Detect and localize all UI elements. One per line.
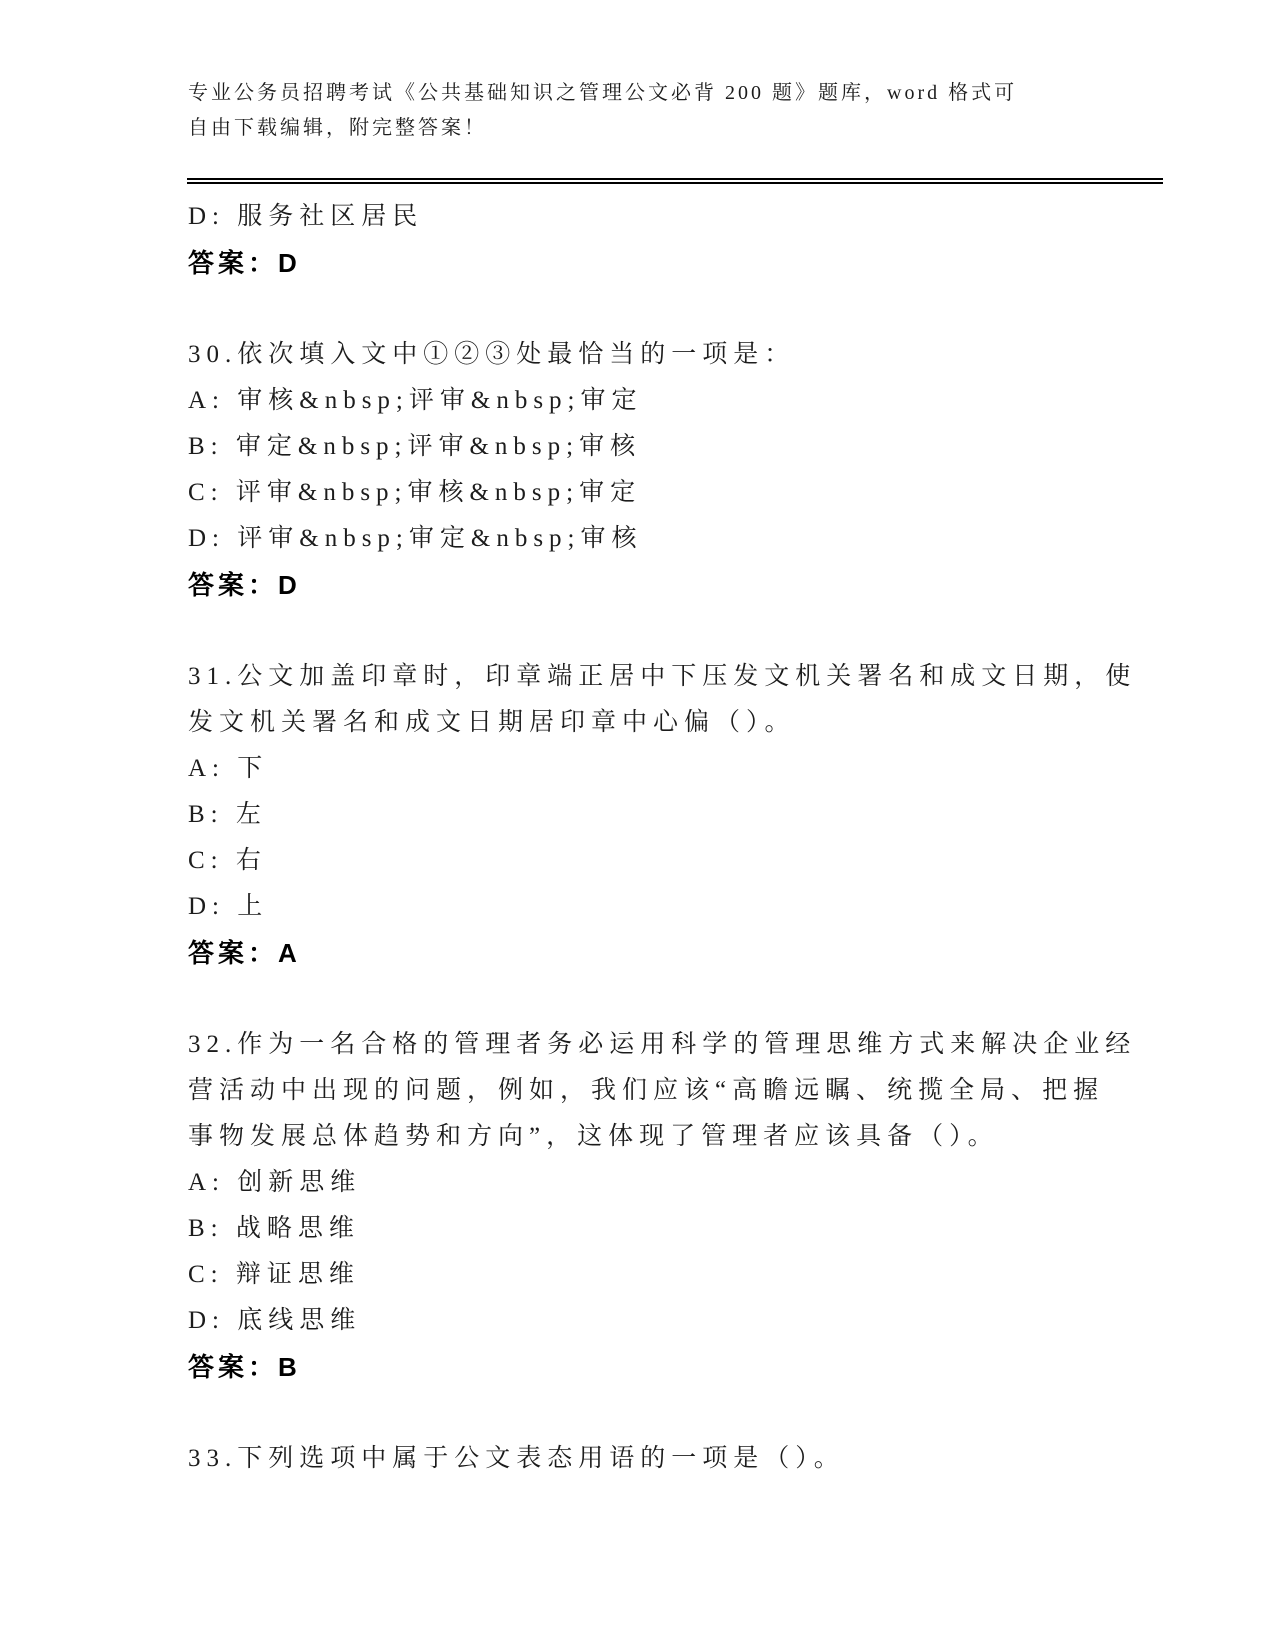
option-line-b: B: 审定&nbsp;评审&nbsp;审核 [188,433,642,460]
option-line-a: A: 下 [188,755,269,782]
question-32-line-2: 营活动中出现的问题，例如，我们应该“高瞻远瞩、统揽全局、把握 [188,1077,1105,1104]
answer-line-29: 答案：D [188,248,301,278]
answer-line-32: 答案：B [188,1352,301,1382]
option-line-d: D: 底线思维 [188,1307,362,1334]
document-header [188,76,1165,146]
option-line-b: B: 左 [188,801,267,828]
option-line-d: D: 服务社区居民 [188,203,424,230]
option-line-a: A: 创新思维 [188,1169,362,1196]
option-line-b: B: 战略思维 [188,1215,360,1242]
header-line-2: 自由下载编辑，附完整答案！ [188,117,487,139]
question-31-line-1: 31.公文加盖印章时，印章端正居中下压发文机关署名和成文日期，使 [188,663,1137,690]
question-30-line: 30.依次填入文中①②③处最恰当的一项是： [188,341,796,368]
header-divider [187,178,1163,184]
blank-line [188,289,1198,335]
option-line-c: C: 评审&nbsp;审核&nbsp;审定 [188,479,642,506]
answer-line-30: 答案：D [188,570,301,600]
blank-line [188,611,1198,657]
question-33-line: 33.下列选项中属于公文表态用语的一项是（）。 [188,1445,845,1472]
blank-line [188,979,1198,1025]
document-body [188,197,1198,1485]
option-line-a: A: 审核&nbsp;评审&nbsp;审定 [188,387,643,414]
question-31-line-2: 发文机关署名和成文日期居印章中心偏（）。 [188,709,796,736]
option-line-c: C: 右 [188,847,267,874]
option-line-d: D: 上 [188,893,269,920]
option-line-d: D: 评审&nbsp;审定&nbsp;审核 [188,525,643,552]
answer-line-31: 答案：A [188,938,301,968]
blank-line [188,1393,1198,1439]
question-32-line-1: 32.作为一名合格的管理者务必运用科学的管理思维方式来解决企业经 [188,1031,1137,1058]
question-32-line-3: 事物发展总体趋势和方向”，这体现了管理者应该具备（）。 [188,1123,999,1150]
option-line-c: C: 辩证思维 [188,1261,360,1288]
header-line-1: 专业公务员招聘考试《公共基础知识之管理公文必背 200 题》题库，word 格式可 [188,82,1018,104]
